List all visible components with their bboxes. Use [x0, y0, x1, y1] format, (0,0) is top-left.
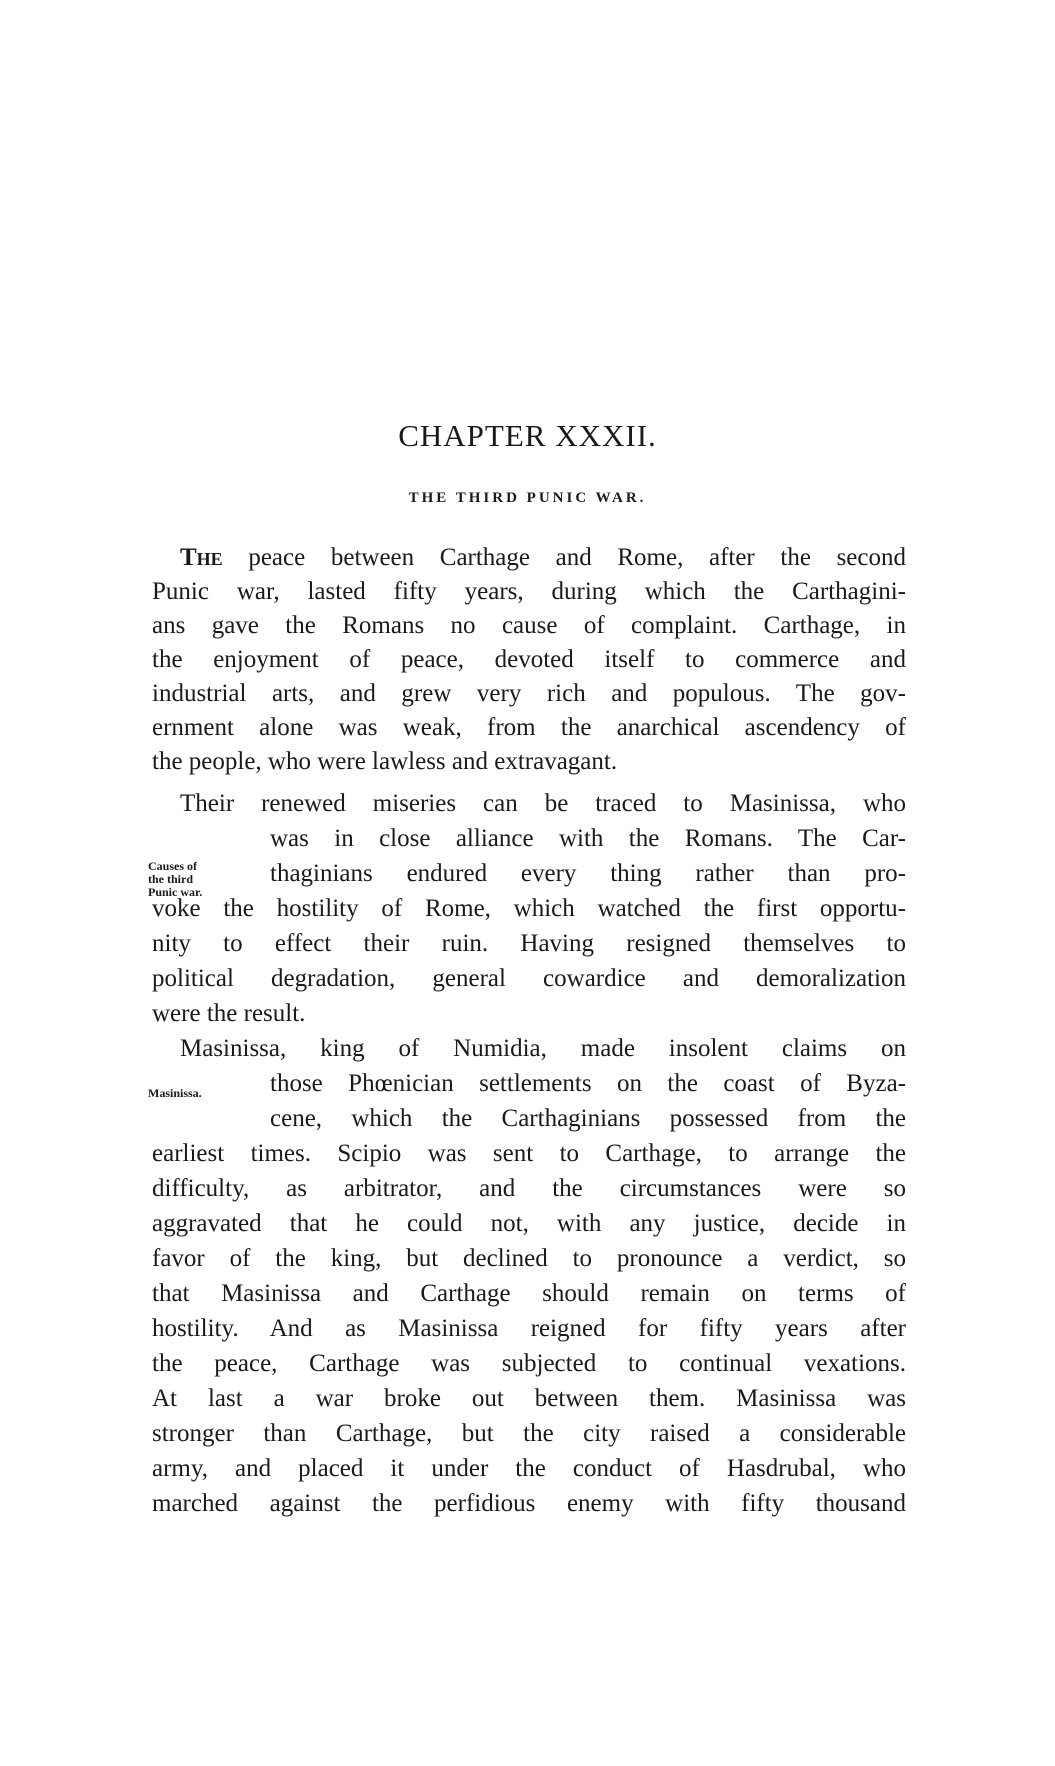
text-line: stronger than Carthage, but the city raised a considerable — [152, 1420, 906, 1447]
text-line: difficulty, as arbitrator, and the circumstances were so — [152, 1175, 906, 1202]
text-line: industrial arts, and grew very rich and populous. The gov- — [152, 680, 906, 707]
text-line: the enjoyment of peace, devoted itself to commerce and — [152, 646, 906, 673]
text-line: voke the hostility of Rome, which watched the first opportu- — [152, 895, 906, 922]
text-line: Punic war, lasted fifty years, during which the Carthagini- — [152, 578, 906, 605]
text-line: cene, which the Carthaginians possessed from the — [270, 1105, 906, 1132]
margin-note-line: Punic war. — [148, 885, 203, 899]
text-line: aggravated that he could not, with any justice, decide in — [152, 1210, 906, 1237]
text-line — [180, 541, 906, 575]
text-line: marched against the perfidious enemy with fifty thousand — [152, 1490, 906, 1517]
margin-note-masinissa — [148, 1087, 258, 1100]
text-line: Their renewed miseries can be traced to Masinissa, who — [180, 790, 906, 817]
drop-word: The — [180, 544, 223, 571]
line-text: peace between Carthage and Rome, after the second — [222, 544, 906, 571]
margin-note-line: Causes of — [148, 859, 198, 873]
text-line: was in close alliance with the Romans. The Car- — [270, 825, 906, 852]
text-line: the people, who were lawless and extravagant. — [152, 748, 618, 775]
text-line: were the result. — [152, 1000, 306, 1027]
text-line: At last a war broke out between them. Masinissa was — [152, 1385, 906, 1412]
text-line: political degradation, general cowardice and demoralization — [152, 965, 906, 992]
chapter-title: CHAPTER XXXII. — [398, 418, 657, 453]
text-line: ernment alone was weak, from the anarchical ascendency of — [152, 714, 906, 741]
margin-note-line: Masinissa. — [148, 1086, 202, 1100]
text-line: Masinissa, king of Numidia, made insolent claims on — [180, 1035, 906, 1062]
margin-note-line: the third — [148, 872, 193, 886]
text-line: favor of the king, but declined to pronounce a verdict, so — [152, 1245, 906, 1272]
text-line: earliest times. Scipio was sent to Carthage, to arrange the — [152, 1140, 906, 1167]
text-line: hostility. And as Masinissa reigned for fifty years after — [152, 1315, 906, 1342]
text-line: army, and placed it under the conduct of Hasdrubal, who — [152, 1455, 906, 1482]
text-line: nity to effect their ruin. Having resigned themselves to — [152, 930, 906, 957]
text-line: those Phœnician settlements on the coast of Byza- — [270, 1070, 906, 1097]
text-line: that Masinissa and Carthage should remain on terms of — [152, 1280, 906, 1307]
text-line: ans gave the Romans no cause of complaint. Carthage, in — [152, 612, 906, 639]
text-line: thaginians endured every thing rather than pro- — [270, 860, 906, 887]
chapter-subtitle: THE THIRD PUNIC WAR. — [408, 490, 647, 506]
text-line: the peace, Carthage was subjected to continual vexations. — [152, 1350, 906, 1377]
